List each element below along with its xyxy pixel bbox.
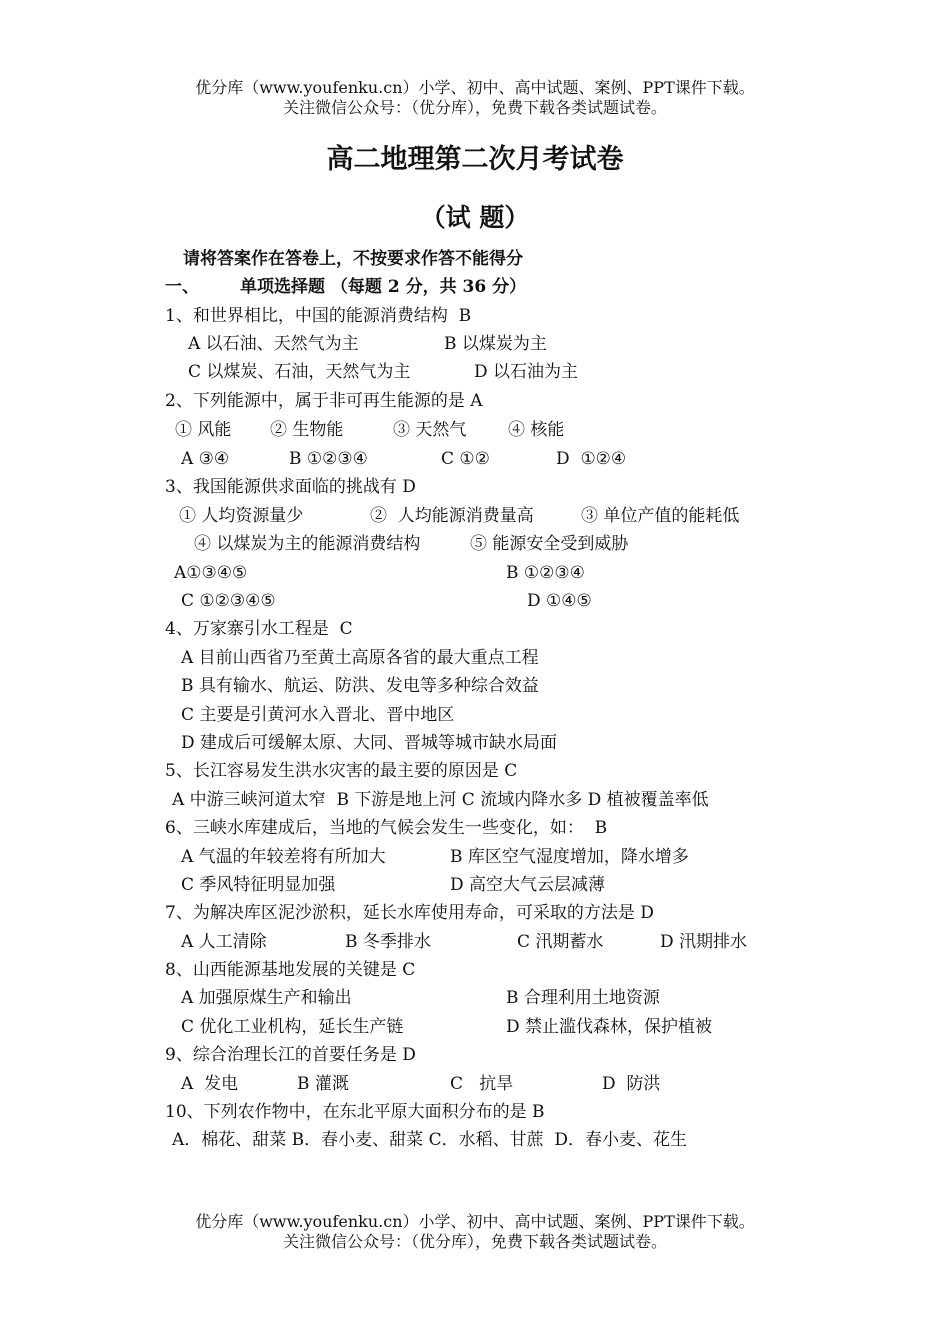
question-2-option-a: A ③④	[181, 449, 230, 469]
question-6-option-d: D 高空大气云层减薄	[450, 875, 606, 895]
question-3-option-d: D ①④⑤	[527, 591, 592, 611]
question-3-option-c: C ①②③④⑤	[181, 591, 276, 611]
question-1-option-b: B 以煤炭为主	[444, 334, 547, 354]
footer-banner-line2: 关注微信公众号：（优分库），免费下载各类试题试卷。	[282, 1232, 667, 1251]
question-1-stem: 1、和世界相比，中国的能源消费结构 B	[165, 306, 472, 326]
question-1-option-d: D 以石油为主	[474, 362, 579, 382]
question-2-option-d: D ①②④	[556, 449, 627, 469]
question-4-stem: 4、万家寨引水工程是 C	[165, 619, 353, 639]
question-9-option-d: D 防洪	[602, 1074, 661, 1094]
question-3-item-2: ② 人均能源消费量高	[370, 506, 534, 526]
question-8-option-d: D 禁止滥伐森林，保护植被	[506, 1017, 713, 1037]
question-3-stem: 3、我国能源供求面临的挑战有 D	[165, 477, 416, 497]
header-banner-line2: 关注微信公众号：（优分库），免费下载各类试题试卷。	[282, 98, 667, 117]
question-3-item-4: ④ 以煤炭为主的能源消费结构	[194, 534, 421, 554]
question-10-stem: 10、下列农作物中，在东北平原大面积分布的是 B	[165, 1102, 545, 1122]
header-banner	[0, 78, 950, 118]
question-4-option-b: B 具有输水、航运、防洪、发电等多种综合效益	[181, 676, 539, 696]
question-6-option-a: A 气温的年较差将有所加大	[181, 847, 386, 867]
question-6-option-b: B 库区空气湿度增加，降水增多	[450, 847, 689, 867]
page-title: 高二地理第二次月考试卷	[326, 144, 624, 175]
question-5-options: A 中游三峡河道太窄 B 下游是地上河 C 流域内降水多 D 植被覆盖率低	[172, 790, 709, 810]
footer-banner-line1: 优分库（www.youfenku.cn）小学、初中、高中试题、案例、PPT课件下载。	[195, 1212, 755, 1231]
question-3-option-b: B ①②③④	[506, 563, 585, 583]
question-6-stem: 6、三峡水库建成后，当地的气候会发生一些变化，如： B	[165, 818, 608, 838]
question-3-item-3: ③ 单位产值的能耗低	[581, 506, 740, 526]
question-7-option-a: A 人工清除	[181, 932, 267, 952]
question-9-stem: 9、综合治理长江的首要任务是 D	[165, 1045, 416, 1065]
question-2-item-2: ② 生物能	[270, 420, 344, 440]
question-2-item-4: ④ 核能	[508, 420, 565, 440]
question-8-option-b: B 合理利用土地资源	[506, 988, 660, 1008]
question-1-option-a: A 以石油、天然气为主	[188, 334, 359, 354]
question-8-stem: 8、山西能源基地发展的关键是 C	[165, 960, 416, 980]
question-9-option-a: A 发电	[181, 1074, 239, 1094]
question-10-options: A．棉花、甜菜 B．春小麦、甜菜 C．水稻、甘蔗 D．春小麦、花生	[172, 1130, 688, 1150]
question-9-option-b: B 灌溉	[297, 1074, 349, 1094]
section-number: 一、	[165, 277, 199, 297]
question-9-option-c: C 抗旱	[450, 1074, 514, 1094]
question-4-option-a: A 目前山西省乃至黄土高原各省的最大重点工程	[181, 648, 539, 668]
question-4-option-d: D 建成后可缓解太原、大同、晋城等城市缺水局面	[181, 733, 558, 753]
question-8-option-a: A 加强原煤生产和输出	[181, 988, 352, 1008]
question-2-item-1: ① 风能	[175, 420, 232, 440]
section-heading: 单项选择题 （每题 2 分，共 36 分）	[240, 277, 527, 297]
question-8-option-c: C 优化工业机构，延长生产链	[181, 1017, 404, 1037]
question-4-option-c: C 主要是引黄河水入晋北、晋中地区	[181, 705, 455, 725]
question-2-option-b: B ①②③④	[289, 449, 368, 469]
question-5-stem: 5、长江容易发生洪水灾害的最主要的原因是 C	[165, 761, 518, 781]
question-2-item-3: ③ 天然气	[393, 420, 467, 440]
question-1-option-c: C 以煤炭、石油，天然气为主	[188, 362, 411, 382]
question-7-option-d: D 汛期排水	[660, 932, 748, 952]
question-7-option-b: B 冬季排水	[345, 932, 431, 952]
page-subtitle: （试 题）	[420, 203, 530, 232]
question-7-option-c: C 汛期蓄水	[517, 932, 604, 952]
footer-banner	[0, 1212, 950, 1252]
question-3-item-5: ⑤ 能源安全受到威胁	[470, 534, 629, 554]
question-6-option-c: C 季风特征明显加强	[181, 875, 336, 895]
instruction: 请将答案作在答卷上，不按要求作答不能得分	[183, 249, 523, 269]
question-3-item-1: ① 人均资源量少	[179, 506, 304, 526]
question-2-stem: 2、下列能源中，属于非可再生能源的是 A	[165, 391, 483, 411]
header-banner-line1: 优分库（www.youfenku.cn）小学、初中、高中试题、案例、PPT课件下载。	[195, 78, 755, 97]
question-7-stem: 7、为解决库区泥沙淤积，延长水库使用寿命，可采取的方法是 D	[165, 903, 654, 923]
question-3-option-a: A①③④⑤	[174, 563, 248, 583]
question-2-option-c: C ①②	[441, 449, 490, 469]
